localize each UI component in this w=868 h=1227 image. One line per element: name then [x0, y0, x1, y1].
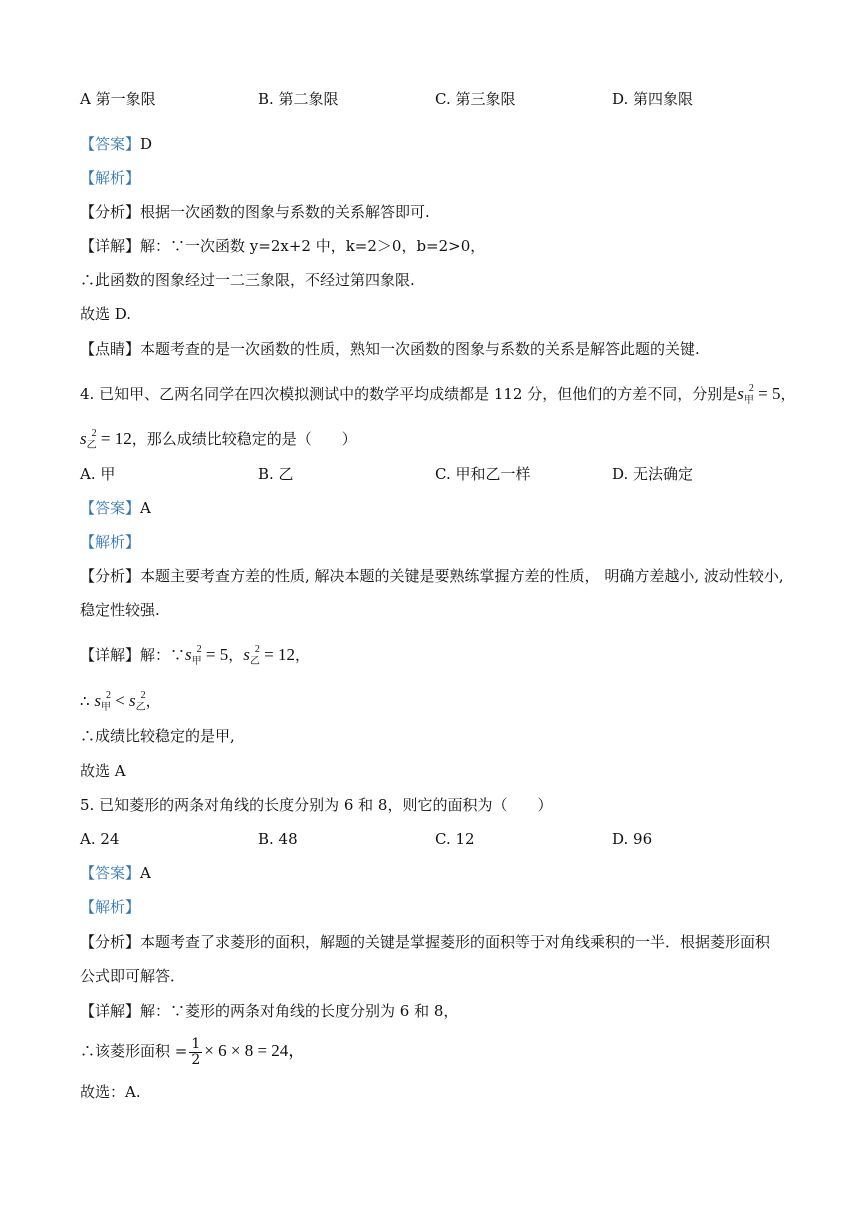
q5-choose-line: 故选：A. [80, 1083, 141, 1101]
q5-detail-line: 【详解】解：∵菱形的两条对角线的长度分别为 6 和 8， [80, 1002, 459, 1020]
q5-fenxi-line2: 公式即可解答． [80, 967, 186, 985]
q3-comment-line: 【点睛】本题考查的是一次函数的性质，熟知一次函数的图象与系数的关系是解答此题的关键. [80, 340, 700, 358]
answer-tag: 【答案】 [80, 135, 141, 153]
q4-conclude-line: ∴成绩比较稳定的是甲, [80, 727, 235, 745]
q3-line3: 故选 D. [80, 305, 132, 323]
answer-value: D [140, 135, 153, 153]
detail-var-yi: $s_乙^2 = 12$ [243, 644, 295, 667]
q4-fenxi-line1: 【分析】本题主要考查方差的性质, 解决本题的关键是要熟练掌握方差的性质， 明确方差越小, 波动性较小, [80, 567, 784, 585]
q5-area-line: ∴该菱形面积 = $\frac{1}{2}$ × 6 × 8 = 24， [80, 1035, 306, 1068]
q5-option-d: D. 96 [612, 830, 653, 848]
q4-detail-line: 【详解】解：$\because s_甲^2 = 5$，$s_乙^2 = 12$， [80, 644, 310, 667]
q5-option-c: C. 12 [435, 830, 475, 848]
q3-detail-line: 【详解】解：∵一次函数 y=2x+2 中，k=2＞0，b=2>0， [80, 237, 486, 255]
q4-analysis-tag: 【解析】 [80, 533, 141, 551]
q5-stem: 5. 已知菱形的两条对角线的长度分别为 6 和 8，则它的面积为（ ） [80, 796, 553, 814]
q4-option-d: D. 无法确定 [612, 465, 694, 483]
half-fraction: $\frac{1}{2}$ [191, 1035, 201, 1068]
q4-option-c: C. 甲和乙一样 [435, 465, 531, 483]
var-yi-formula: $s_乙^2 = 12$ [80, 428, 132, 451]
q4-stem-line1: 4. 已知甲、乙两名同学在四次模拟测试中的数学平均成绩都是 112 分，但他们的方差不同，分别是$s_甲^2 = 5$， [80, 383, 796, 406]
q4-fenxi-line2: 稳定性较强. [80, 601, 160, 619]
q5-answer-line: 【答案】A [80, 864, 151, 882]
q3-line2: ∴此函数的图象经过一二三象限，不经过第四象限. [80, 271, 415, 289]
q5-fenxi-line1: 【分析】本题考查了求菱形的面积，解题的关键是掌握菱形的面积等于对角线乘积的一半．根据菱形面积 [80, 933, 771, 951]
q5-option-a: A. 24 [80, 830, 120, 848]
q4-answer-line: 【答案】A [80, 499, 151, 517]
var-jia-formula: $s_甲^2 = 5$ [737, 383, 781, 406]
q4-choose-line: 故选 A [80, 762, 126, 780]
q5-analysis-tag: 【解析】 [80, 898, 141, 916]
q3-answer-line [80, 134, 152, 154]
option-d: D. 第四象限 [612, 90, 694, 108]
option-c: C. 第三象限 [435, 90, 516, 108]
q3-analysis-tag: 【解析】 [80, 169, 141, 187]
q4-compare-line: ∴ $s_甲^2 < s_乙^2$， [80, 690, 161, 713]
q4-stem-line2: $s_乙^2 = 12$，那么成绩比较稳定的是（ ） [80, 428, 357, 451]
detail-var-jia: $s_甲^2 = 5$ [185, 644, 229, 667]
option-a: A 第一象限 [80, 90, 156, 108]
q4-option-b: B. 乙 [258, 465, 294, 483]
q3-fenxi-line: 【分析】根据一次函数的图象与系数的关系解答即可. [80, 203, 430, 221]
option-b: B. 第二象限 [258, 90, 339, 108]
q4-option-a: A. 甲 [80, 465, 116, 483]
q5-option-b: B. 48 [258, 830, 298, 848]
